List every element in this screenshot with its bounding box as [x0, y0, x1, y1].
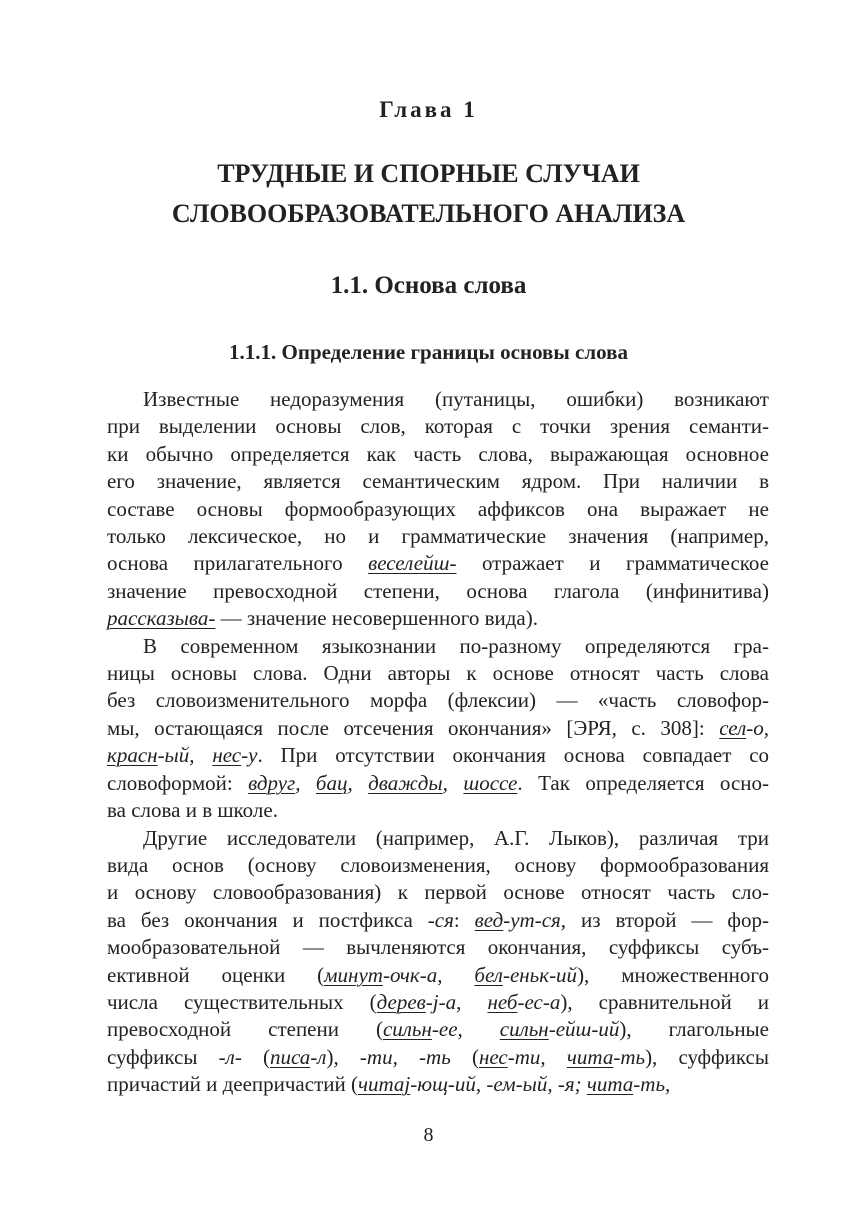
text-run: мообразовательной — вычленяются окончания, суффиксы субъ- [107, 935, 769, 960]
text-line [107, 825, 769, 852]
text-run: ), множественного [577, 962, 769, 987]
text-run: причастий и деепричастий ( [107, 1072, 358, 1097]
underlined-stem: шоссе [463, 770, 518, 795]
text-run: вида основ (основу словоизменения, основу формообразования [107, 852, 769, 877]
italic-term: -ющ-ий, -ем-ый, -я; [410, 1072, 587, 1097]
text-run: ( [450, 1044, 479, 1069]
text-run: без словоизменительного морфа (флексии) — «часть словофор- [107, 688, 769, 713]
text-run: В современном языкознании по-разному определяются гра- [143, 633, 769, 658]
italic-term: -ть [613, 1044, 646, 1069]
text-line [107, 742, 769, 769]
text-run: основа прилагательного [107, 551, 369, 576]
underlined-stem: сильн [499, 1017, 549, 1042]
underlined-stem: веселейш- [368, 551, 457, 576]
underlined-stem: минут [324, 962, 383, 987]
underlined-stem: сильн [382, 1017, 432, 1042]
underlined-stem: рассказыва- [107, 606, 216, 631]
text-run: Другие исследователи (например, А.Г. Лыков), различая три [143, 825, 769, 850]
underlined-stem: сел [719, 715, 747, 740]
text-run: ), сравнительной и [560, 989, 769, 1014]
underlined-stem: чита [566, 1044, 614, 1069]
text-run: при выделении основы слов, которая с точки зрения семанти- [107, 414, 769, 439]
paragraph [107, 825, 769, 1099]
italic-term: -о, [746, 715, 769, 740]
underlined-stem: бац [315, 770, 348, 795]
text-line [107, 605, 769, 632]
text-line [107, 633, 769, 660]
text-run: : [453, 907, 475, 932]
text-run: мы, остающаяся после отсечения окончания» [ЭРЯ, с. 308]: [107, 715, 720, 740]
text-run: значение превосходной степени, основа глагола (инфинитива) [107, 578, 769, 603]
text-run: Известные недоразумения (путаницы, ошибки) возникают [143, 387, 769, 411]
text-run: ), суффиксы [645, 1044, 769, 1069]
italic-term: , [442, 770, 464, 795]
text-line [107, 550, 769, 577]
text-run: ( [241, 1044, 271, 1069]
text-run: словоформой: [107, 770, 249, 795]
text-line [107, 413, 769, 440]
italic-term: -ть, [633, 1072, 671, 1097]
page-number: 8 [423, 1124, 434, 1146]
italic-term: -ти, [507, 1044, 567, 1069]
underlined-stem: дважды [368, 770, 443, 795]
text-run: — значение несовершенного вида). [215, 606, 538, 631]
underlined-stem: дерев [376, 989, 426, 1014]
italic-term: -ут-ся, [503, 907, 567, 932]
underlined-stem: нес [478, 1044, 508, 1069]
paragraph [107, 386, 769, 633]
chapter-title-line: СЛОВООБРАЗОВАТЕЛЬНОГО АНАЛИЗА [171, 199, 686, 228]
text-run: ва слова и в школе. [107, 798, 278, 823]
text-run: . Так определяется осно- [517, 770, 769, 795]
text-run: ективной оценки ( [107, 962, 325, 987]
underlined-stem: неб [487, 989, 518, 1014]
text-run: ), глагольные [619, 1017, 769, 1042]
underlined-stem: нес [212, 743, 242, 768]
underlined-stem: красн [107, 743, 158, 768]
text-line [107, 852, 769, 879]
text-line [107, 468, 769, 495]
italic-term: , [347, 770, 369, 795]
italic-term: , [295, 770, 316, 795]
text-run: . При отсутствии окончания основа совпадает со [257, 743, 770, 768]
text-run: составе основы формообразующих аффиксов она выражает не [107, 496, 769, 521]
italic-term: -ый, [157, 743, 213, 768]
underlined-stem: чита [586, 1072, 634, 1097]
text-line [107, 934, 769, 961]
text-line [107, 962, 769, 989]
text-line [107, 687, 769, 714]
text-line [107, 989, 769, 1016]
text-line [107, 715, 769, 742]
text-run: и основу словообразования) к первой основе относят часть сло- [107, 880, 769, 905]
text-run: его значение, является семантическим ядром. При наличии в [107, 469, 769, 494]
text-line [107, 1071, 769, 1098]
chapter-title [0, 154, 857, 234]
text-line [107, 1044, 769, 1071]
text-run: ва без окончания и постфикса [107, 907, 428, 932]
text-line [107, 770, 769, 797]
chapter-heading: Глава 1 [379, 97, 478, 122]
text-run: превосходной степени ( [107, 1017, 383, 1042]
text-run: отражает и грамматическое [456, 551, 769, 576]
italic-term: -ся [427, 907, 454, 932]
underlined-stem: писа [270, 1044, 311, 1069]
italic-term: -ее, [431, 1017, 500, 1042]
italic-term: -j-а, [425, 989, 488, 1014]
text-line [107, 660, 769, 687]
text-line [107, 797, 769, 824]
italic-term: -ейш-ий [548, 1017, 620, 1042]
italic-term: -у [241, 743, 258, 768]
text-line [107, 523, 769, 550]
text-line [107, 496, 769, 523]
text-run: ки обычно определяется как часть слова, выражающая основное [107, 441, 769, 466]
text-line [107, 1016, 769, 1043]
text-run: из второй — фор- [566, 907, 769, 932]
italic-term: -еньк-ий [502, 962, 578, 987]
chapter-title-line: ТРУДНЫЕ И СПОРНЫЕ СЛУЧАИ [217, 159, 640, 188]
italic-term: -л- [218, 1044, 242, 1069]
text-line [107, 386, 769, 413]
text-line [107, 578, 769, 605]
italic-term: -ес-а [517, 989, 561, 1014]
text-run: числа существительных ( [107, 989, 377, 1014]
paragraph [107, 633, 769, 825]
underlined-stem: читаj [357, 1072, 411, 1097]
text-run: только лексическое, но и грамматические значения (например, [107, 524, 769, 549]
text-line [107, 441, 769, 468]
text-run: суффиксы [107, 1044, 219, 1069]
underlined-stem: вед [474, 907, 504, 932]
italic-term: -ти, -ть [359, 1044, 451, 1069]
section-heading: 1.1. Основа слова [330, 272, 527, 299]
text-line [107, 879, 769, 906]
underlined-stem: бел [474, 962, 503, 987]
text-run: ницы основы слова. Одни авторы к основе относят часть слова [107, 661, 769, 686]
body-text [107, 386, 769, 1099]
subsection-heading: 1.1.1. Определение границы основы слова [229, 340, 628, 364]
text-run: ), [326, 1044, 360, 1069]
italic-term: -очк-а, [382, 962, 475, 987]
text-line [107, 907, 769, 934]
underlined-stem: вдруг [248, 770, 296, 795]
italic-term: -л [310, 1044, 327, 1069]
